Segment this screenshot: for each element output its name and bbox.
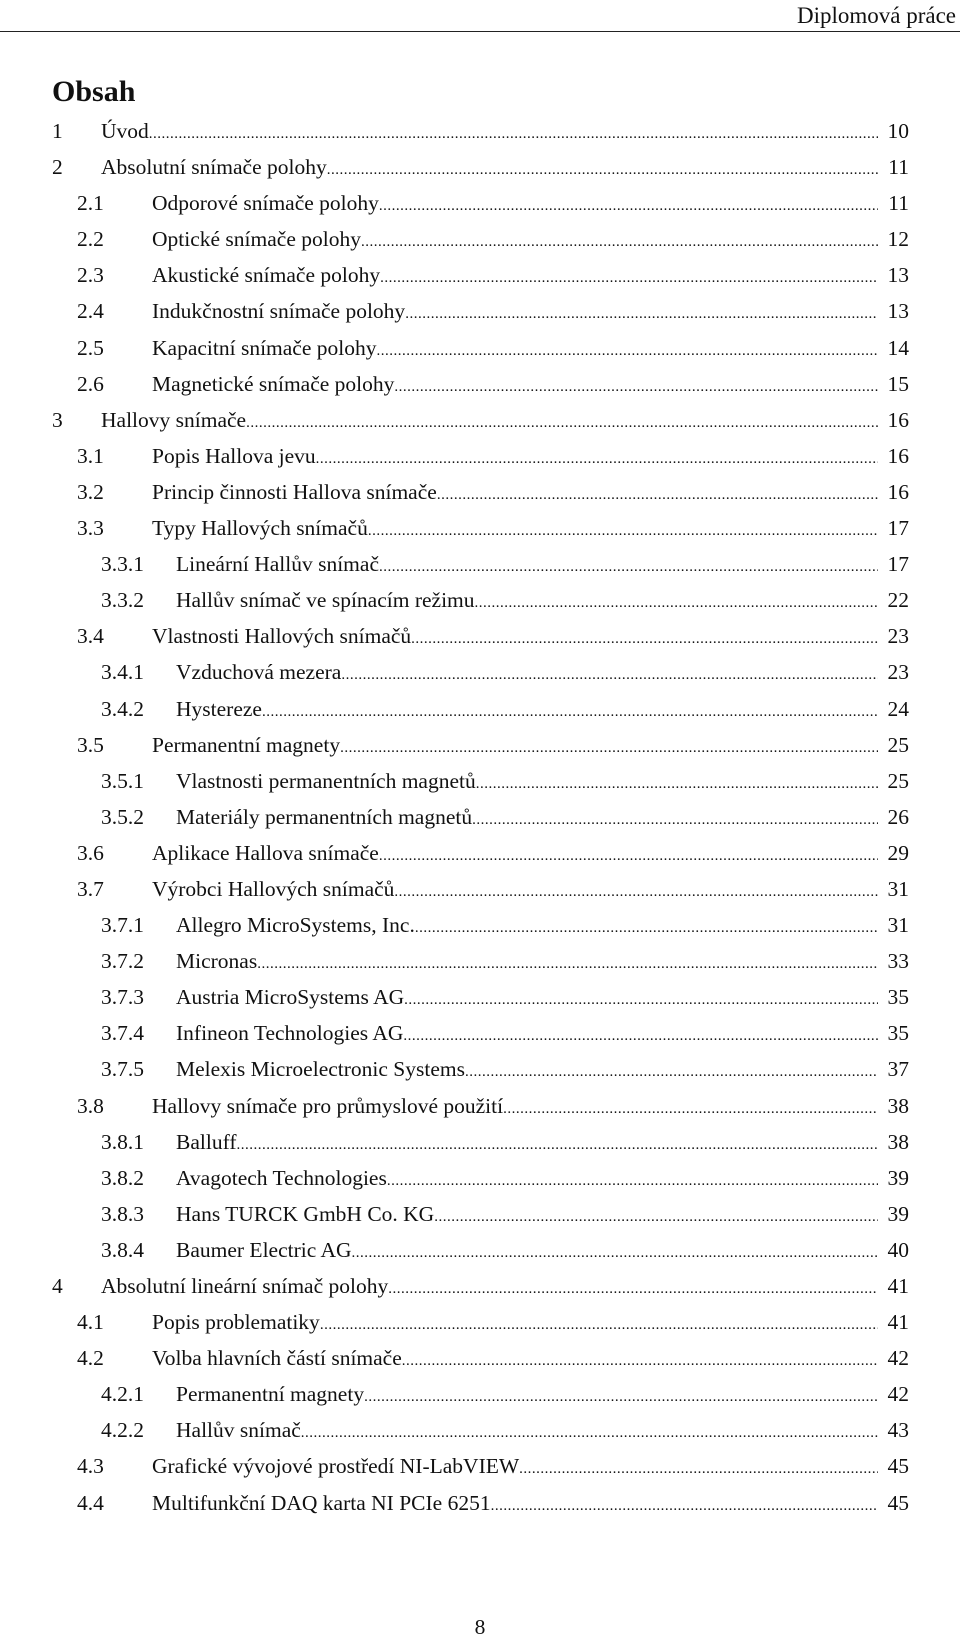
toc-entry-title: Vlastnosti Hallových snímačů [152,624,412,649]
toc-entry-number: 4.2.2 [101,1418,144,1443]
toc-dot-leader [437,482,878,508]
toc-dot-leader [402,1348,878,1374]
toc-entry-title: Multifunkční DAQ karta NI PCIe 6251 [152,1490,491,1515]
toc-entry[interactable] [0,696,960,732]
toc-entry-title: Infineon Technologies AG [176,1021,404,1046]
toc-entry-page: 11 [888,155,909,180]
toc-heading: Obsah [52,75,136,108]
toc-dot-leader [262,699,878,725]
toc-entry-page: 13 [887,299,909,324]
toc-entry[interactable] [0,1093,960,1129]
toc-entry-line [152,1093,909,1122]
toc-entry-number: 1 [52,119,63,143]
toc-entry-line [152,190,909,219]
toc-entry[interactable] [0,154,960,190]
toc-entry-line [152,335,909,364]
toc-entry[interactable] [0,587,960,623]
toc-entry-number: 3.8.4 [101,1237,144,1262]
toc-entry-line [176,659,909,688]
toc-entry-title: Princip činnosti Hallova snímače [152,479,437,504]
toc-entry[interactable] [0,551,960,587]
toc-entry-page: 25 [887,732,909,757]
toc-entry-title: Grafické vývojové prostředí NI-LabVIEW [152,1454,520,1479]
toc-entry-page: 37 [887,1057,909,1082]
toc-dot-leader [352,1240,878,1266]
toc-entry-number: 3.8.1 [101,1129,144,1154]
toc-entry[interactable] [0,407,960,443]
toc-entry-title: Absolutní snímače polohy [101,155,327,180]
toc-entry-page: 16 [887,479,909,504]
toc-entry-line [176,804,909,833]
toc-dot-leader [340,735,878,761]
toc-entry-page: 14 [887,335,909,360]
running-header-title: Diplomová práce [796,3,956,28]
toc-entry-title: Micronas [176,949,258,974]
toc-entry-line [101,1273,909,1302]
toc-dot-leader [377,338,879,364]
toc-entry-number: 3.5.2 [101,804,144,829]
toc-entry-number: 3.7.3 [101,985,144,1010]
header-rule [0,31,960,32]
toc-entry-page: 10 [887,119,909,143]
toc-entry-number: 4.1 [77,1310,104,1335]
toc-entry-title: Hystereze [176,696,262,721]
toc-entry-line [176,1237,909,1266]
toc-entry-line [176,948,909,977]
toc-entry-title: Materiály permanentních magnetů [176,804,473,829]
table-of-contents [0,118,960,1526]
toc-entry[interactable] [0,1129,960,1165]
toc-entry[interactable] [0,190,960,226]
toc-dot-leader [415,915,878,941]
toc-entry-page: 35 [887,1021,909,1046]
toc-entry-number: 4.3 [77,1454,104,1479]
toc-entry-number: 3.8.2 [101,1165,144,1190]
toc-entry[interactable] [0,226,960,262]
toc-entry-number: 2 [52,155,63,180]
toc-dot-leader [491,1493,878,1519]
toc-dot-leader [380,265,878,291]
toc-dot-leader [472,807,878,833]
toc-entry[interactable] [0,335,960,371]
toc-entry-page: 15 [887,371,909,396]
toc-entry[interactable] [0,1309,960,1345]
toc-entry-line [152,479,909,508]
toc-entry-title: Absolutní lineární snímač polohy [101,1274,389,1298]
toc-entry-line [176,587,909,616]
toc-dot-leader [316,446,878,472]
toc-dot-leader [368,518,878,544]
toc-entry[interactable] [0,1490,960,1526]
toc-entry[interactable] [0,1237,960,1273]
toc-entry-line [176,1201,909,1230]
toc-entry-page: 16 [887,443,909,468]
toc-entry-title: Vzduchová mezera [176,660,342,685]
toc-entry[interactable] [0,1417,960,1453]
toc-dot-leader [379,843,878,869]
toc-entry-number: 3.5 [77,732,104,757]
toc-entry[interactable] [0,479,960,515]
toc-entry-number: 3.7.1 [101,913,144,938]
toc-dot-leader [465,1059,878,1085]
toc-entry-number: 2.3 [77,263,104,288]
toc-dot-leader [257,951,878,977]
toc-entry-line [176,1129,909,1158]
toc-entry-number: 2.5 [77,335,104,360]
toc-entry-page: 13 [887,263,909,288]
toc-entry[interactable] [0,1453,960,1489]
toc-entry-number: 4.4 [77,1490,104,1515]
toc-entry-line [176,696,909,725]
toc-entry-page: 41 [887,1310,909,1335]
toc-entry[interactable] [0,1273,960,1309]
toc-entry-page: 12 [887,227,909,252]
toc-entry[interactable] [0,1020,960,1056]
toc-entry-page: 24 [887,696,909,721]
toc-entry[interactable] [0,948,960,984]
toc-entry[interactable] [0,840,960,876]
toc-entry-line [101,154,909,183]
toc-entry-number: 3.8.3 [101,1201,144,1226]
toc-entry[interactable] [0,1381,960,1417]
toc-entry-page: 45 [887,1490,909,1515]
toc-entry-number: 4.2.1 [101,1382,144,1407]
toc-entry-title: Popis problematiky [152,1310,320,1335]
toc-entry[interactable] [0,984,960,1020]
toc-dot-leader [519,1456,878,1482]
toc-entry[interactable] [0,732,960,768]
toc-entry-page: 38 [887,1093,909,1118]
toc-entry-number: 3.4.1 [101,660,144,685]
toc-entry-number: 4 [52,1274,63,1298]
toc-dot-leader [475,590,878,616]
toc-entry-title: Baumer Electric AG [176,1237,352,1262]
toc-entry[interactable] [0,876,960,912]
toc-entry-page: 11 [888,191,909,216]
toc-entry-title: Hallův snímač ve spínacím režimu [176,588,475,613]
toc-entry-number: 3.4.2 [101,696,144,721]
toc-dot-leader [237,1132,878,1158]
toc-entry-number: 3.3 [77,516,104,541]
toc-entry-line [176,1381,909,1410]
toc-dot-leader [379,554,878,580]
toc-entry-number: 3.7.5 [101,1057,144,1082]
toc-entry[interactable] [0,1165,960,1201]
toc-dot-leader [503,1096,878,1122]
toc-entry-line [152,1309,909,1338]
toc-entry-page: 43 [887,1418,909,1443]
toc-entry-line [152,262,909,291]
toc-entry-line [176,768,909,797]
toc-dot-leader [301,1420,878,1446]
toc-entry-title: Hallovy snímače [101,407,247,432]
toc-entry-page: 17 [887,552,909,577]
toc-entry[interactable] [0,262,960,298]
toc-entry-page: 26 [887,804,909,829]
toc-entry-page: 41 [887,1274,909,1298]
toc-entry-page: 31 [887,913,909,938]
toc-entry-number: 3.1 [77,443,104,468]
toc-entry-title: Lineární Hallův snímač [176,552,379,577]
toc-entry[interactable] [0,912,960,948]
toc-dot-leader [341,662,878,688]
toc-entry-page: 22 [887,588,909,613]
toc-entry-line [152,298,909,327]
toc-dot-leader [411,626,878,652]
toc-entry-line [152,1345,909,1374]
toc-entry-page: 23 [887,660,909,685]
toc-entry-page: 45 [887,1454,909,1479]
toc-entry[interactable] [0,768,960,804]
toc-entry-title: Kapacitní snímače polohy [152,335,377,360]
toc-entry[interactable] [0,298,960,334]
toc-dot-leader [364,1384,878,1410]
toc-dot-leader [394,879,878,905]
toc-entry-page: 42 [887,1382,909,1407]
toc-entry-line [101,118,909,147]
toc-entry[interactable] [0,515,960,551]
toc-entry-page: 23 [887,624,909,649]
toc-entry-line [176,551,909,580]
toc-entry-title: Indukčnostní snímače polohy [152,299,406,324]
toc-entry-page: 17 [887,516,909,541]
toc-entry-title: Balluff [176,1129,237,1154]
toc-entry-page: 40 [887,1237,909,1262]
toc-entry-title: Allegro MicroSystems, Inc. [176,913,415,938]
toc-dot-leader [404,987,878,1013]
toc-entry-number: 2.4 [77,299,104,324]
toc-entry[interactable] [0,1056,960,1092]
toc-dot-leader [387,1168,878,1194]
toc-entry[interactable] [0,118,960,154]
toc-entry-title: Volba hlavních částí snímače [152,1346,402,1371]
toc-entry-page: 39 [887,1165,909,1190]
toc-entry-page: 29 [887,840,909,865]
toc-entry-line [152,515,909,544]
toc-entry-number: 3.8 [77,1093,104,1118]
toc-entry-title: Austria MicroSystems AG [176,985,405,1010]
toc-entry-line [152,1490,909,1519]
toc-entry-title: Permanentní magnety [176,1382,365,1407]
toc-entry-title: Magnetické snímače polohy [152,371,395,396]
toc-entry-title: Vlastnosti permanentních magnetů [176,768,476,793]
toc-entry-number: 3.7.2 [101,949,144,974]
toc-entry-line [152,840,909,869]
toc-entry-page: 31 [887,876,909,901]
toc-entry-line [152,443,909,472]
toc-entry-number: 2.2 [77,227,104,252]
toc-entry[interactable] [0,659,960,695]
toc-entry-line [101,407,909,436]
toc-entry-number: 2.6 [77,371,104,396]
toc-entry-number: 3 [52,407,63,432]
toc-entry-line [152,732,909,761]
toc-entry[interactable] [0,1345,960,1381]
page-header [0,0,960,32]
toc-entry-page: 25 [887,768,909,793]
toc-entry-number: 3.3.2 [101,588,144,613]
toc-entry-title: Popis Hallova jevu [152,443,316,468]
toc-dot-leader [394,374,878,400]
toc-dot-leader [246,410,878,436]
toc-entry-title: Melexis Microelectronic Systems [176,1057,465,1082]
toc-dot-leader [403,1023,878,1049]
toc-entry-number: 3.7 [77,876,104,901]
toc-entry-line [152,1453,909,1482]
toc-entry[interactable] [0,623,960,659]
toc-dot-leader [320,1312,878,1338]
toc-entry-title: Hallův snímač [176,1418,301,1443]
toc-entry-number: 3.2 [77,479,104,504]
toc-entry-page: 35 [887,985,909,1010]
toc-entry-number: 3.5.1 [101,768,144,793]
toc-entry-line [176,1056,909,1085]
toc-entry-line [152,371,909,400]
toc-dot-leader [327,157,878,183]
toc-dot-leader [434,1204,878,1230]
toc-entry-number: 2.1 [77,191,104,216]
toc-entry-title: Výrobci Hallových snímačů [152,876,395,901]
toc-entry-page: 33 [887,949,909,974]
toc-entry-title: Úvod [101,119,149,143]
toc-entry-title: Typy Hallových snímačů [152,516,368,541]
toc-entry-title: Aplikace Hallova snímače [152,840,379,865]
toc-dot-leader [405,301,878,327]
toc-entry-line [176,1020,909,1049]
toc-dot-leader [149,121,878,147]
page-number: 8 [474,1615,486,1639]
toc-entry-page: 38 [887,1129,909,1154]
toc-entry-line [176,912,909,941]
toc-entry-title: Akustické snímače polohy [152,263,381,288]
toc-entry-line [152,876,909,905]
toc-entry[interactable] [0,371,960,407]
toc-entry-title: Permanentní magnety [152,732,341,757]
toc-entry-title: Hans TURCK GmbH Co. KG [176,1201,435,1226]
toc-entry-title: Hallovy snímače pro průmyslové použití [152,1093,504,1118]
toc-entry-line [176,1417,909,1446]
toc-entry-line [176,984,909,1013]
toc-entry[interactable] [0,804,960,840]
toc-entry-number: 3.6 [77,840,104,865]
toc-dot-leader [476,771,878,797]
toc-entry-number: 3.7.4 [101,1021,144,1046]
toc-entry-title: Odporové snímače polohy [152,191,379,216]
toc-entry-number: 4.2 [77,1346,104,1371]
toc-dot-leader [388,1276,878,1302]
toc-entry-number: 3.3.1 [101,552,144,577]
toc-entry[interactable] [0,443,960,479]
toc-entry-page: 39 [887,1201,909,1226]
toc-entry-page: 42 [887,1346,909,1371]
toc-entry[interactable] [0,1201,960,1237]
toc-entry-number: 3.4 [77,624,104,649]
toc-entry-page: 16 [887,407,909,432]
toc-dot-leader [361,229,878,255]
toc-entry-line [152,226,909,255]
toc-entry-line [152,623,909,652]
toc-dot-leader [379,193,878,219]
toc-entry-line [176,1165,909,1194]
toc-entry-title: Optické snímače polohy [152,227,361,252]
toc-entry-title: Avagotech Technologies [176,1165,387,1190]
